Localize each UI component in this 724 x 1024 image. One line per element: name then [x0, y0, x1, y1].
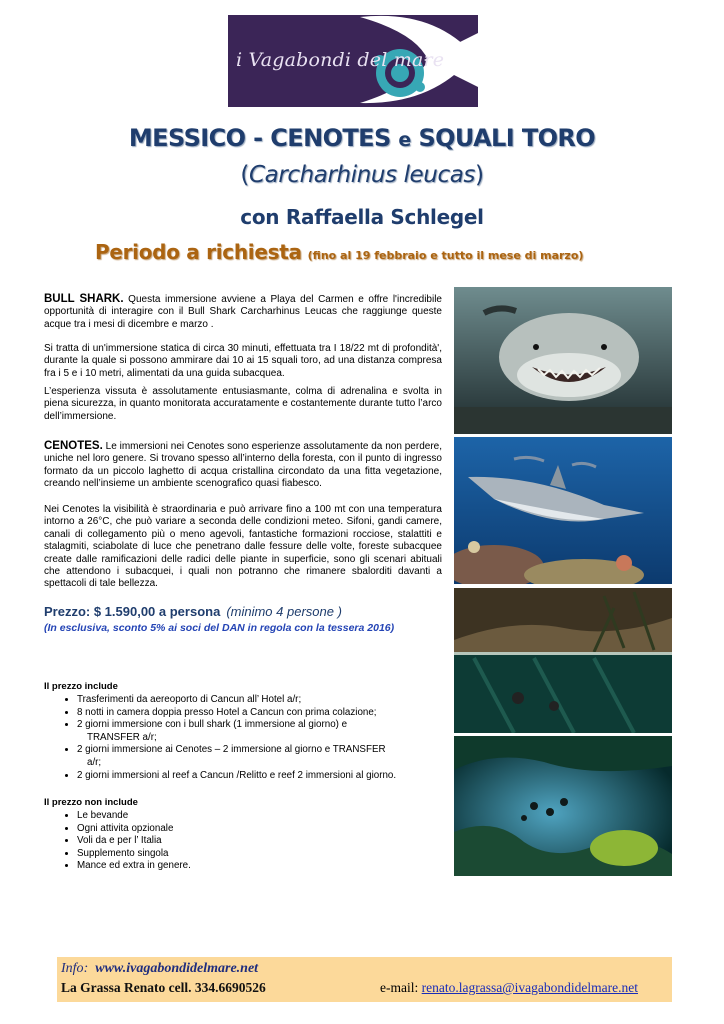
cenote-entrance-photo: [454, 588, 672, 733]
period-title: Periodo a richiesta: [95, 240, 302, 264]
period-line: [95, 240, 583, 264]
page-title: [0, 124, 724, 152]
list-item-continuation: TRANSFER a/r;: [87, 731, 157, 743]
list-item-text: Trasferimenti da aereoporto di Cancun all’ Hotel a/r;: [77, 694, 302, 705]
list-item: [77, 719, 396, 744]
host-line: con Raffaella Schlegel: [240, 205, 484, 229]
period-note: (fino al 19 febbraio e tutto il mese di marzo): [307, 249, 584, 262]
info-colon: :: [83, 961, 89, 976]
list-item-text: 2 giorni immersioni al reef a Cancun /Relitto e reef 2 immersioni al giorno.: [77, 769, 397, 781]
list-item-text: 2 giorni immersione con i bull shark (1 immersione al giorno) e: [77, 719, 348, 731]
paren-open: (: [240, 162, 249, 188]
excluded-title: Il prezzo non include: [44, 797, 138, 808]
cenote-cavern-photo: [454, 736, 672, 876]
bull-shark-p1: Questa immersione avviene a Playa del Carmen e offre l'incredibile opportunità di interagire con il Bull Shark Carcharhinus Leucas che raggiunge queste acque tra i mesi di dicembre e marzo .: [44, 294, 442, 330]
list-item: [77, 744, 396, 769]
included-title: Il prezzo include: [44, 681, 118, 692]
list-item-text: 8 notti in camera doppia presso Hotel a Cancun con prima colazione;: [77, 706, 377, 718]
list-item: • Voli da e per l’ Italia: [77, 835, 191, 848]
email-label: e-mail:: [380, 980, 422, 995]
contact-phone: La Grassa Renato cell. 334.6690526: [61, 980, 266, 995]
bull-shark-heading: BULL SHARK.: [44, 293, 124, 305]
list-item-text: 2 giorni immersione ai Cenotes – 2 immersione al giorno e TRANSFER: [77, 744, 386, 756]
brand-logo: [228, 15, 478, 107]
list-item: [77, 770, 396, 783]
species-latin: Carcharhinus leucas: [248, 162, 476, 188]
cenotes-heading: CENOTES.: [44, 440, 103, 452]
cenotes-p1: Le immersioni nei Cenotes sono esperienze assolutamente da non perdere, uniche nel loro genere. Si trovano spesso all’interno della foresta, con il punto di ingresso formato da un piccolo laghetto di acqua cristallina circondato da una fitta vegetazione, creando nell’insieme un ambiente scenografico quasi fiabesco.: [44, 441, 442, 490]
bull-shark-p3: L’esperienza vissuta è assolutamente entusiasmante, colma di adrenalina e svolta in piena sicurezza, in quanto monitorata accuratamente e costantemente durante tutto l’arco dell’immersione.: [44, 386, 442, 422]
included-list: [44, 694, 396, 782]
info-line: [61, 961, 258, 977]
email-link[interactable]: renato.lagrassa@ivagabondidelmare.net: [421, 980, 638, 995]
info-label: Info: [61, 961, 84, 976]
cenotes-p2: Nei Cenotes la visibilità è straordinaria e può arrivare fino a 100 mt con una temperatura intorno a 26°C, che può variare a seconda delle condizioni meteo. Sifoni, gandi camere, canali di collegamento più o meno agevoli, fantastiche formazioni rocciose, stalattiti e stalagmiti, sciabolate di luce che penetrano dalle fessure delle volte, foreste subacquee create dalle ramificazioni delle radici delle piante in superficie, sono gli scenari abituali che attendono i subacquei, i quali non potranno che rimanere sbalorditi davanti a spettacoli di tale bellezza.: [44, 504, 442, 590]
list-item: [77, 694, 396, 707]
price-line: [44, 604, 442, 619]
excluded-list: [44, 810, 191, 873]
bull-shark-photo: [454, 287, 672, 434]
title-conjunction: e: [398, 129, 411, 151]
email-line: [380, 980, 638, 996]
title-part-1: MESSICO - CENOTES: [128, 124, 399, 152]
list-item: • Mance ed extra in genere.: [77, 860, 191, 873]
list-item: • Le bevande: [77, 810, 191, 823]
dan-discount-note: (In esclusiva, sconto 5% ai soci del DAN in regola con la tessera 2016): [44, 622, 395, 634]
bull-shark-reef-photo: [454, 437, 672, 584]
cenotes-intro: [44, 440, 442, 491]
logo-text: i Vagabondi del mare: [236, 49, 445, 71]
website-link[interactable]: www.ivagabondidelmare.net: [95, 961, 259, 976]
list-item: [77, 707, 396, 720]
price-label: Prezzo: $ 1.590,00 a persona: [44, 604, 221, 619]
paren-close: ): [475, 162, 484, 188]
list-item: • Supplemento singola: [77, 848, 191, 861]
list-item: • Ogni attivita opzionale: [77, 823, 191, 836]
species-name: [0, 162, 724, 188]
bull-shark-intro: [44, 293, 442, 331]
footer-contact-box: [57, 957, 672, 1002]
title-part-2: SQUALI TORO: [410, 124, 596, 152]
list-item-continuation: a/r;: [87, 756, 102, 768]
bull-shark-p2: Si tratta di un'immersione statica di circa 30 minuti, effettuata tra I 18/22 mt di profondità', durante la quale si possono ammirare dai 10 ai 15 squali toro, ad una distanza compresa fra i 5 e i 10 metri, alimentati da una guida subacquea.: [44, 343, 442, 379]
price-minimum-note: (minimo 4 persone ): [226, 604, 342, 619]
